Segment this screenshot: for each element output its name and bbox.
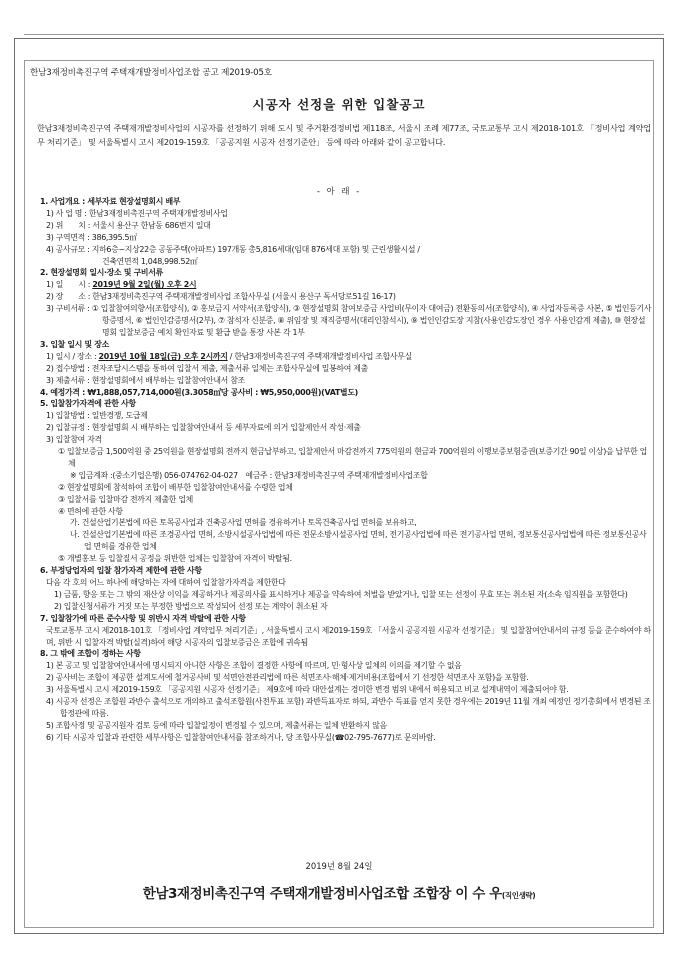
below-divider: - 아 래 - [316,186,362,196]
page-title: 시공자 선정을 위한 입찰공고 [252,97,426,112]
s5-item-4-na: 나. 건설산업기본법에 따른 조경공사업 면허, 소방시설공사업법에 따른 전문소방시설공사업 면허, 전기공사업법에 따른 전기공사업 면허, 정보통신공사업법에 따른 정보통신공사업 면허를 경유한 업체 [70,530,647,552]
s2-date: 1) 일 시 : 2019년 9월 2일(월) 오후 2시 [46,280,197,290]
s5-item-1: ① 입찰보증금 1,500억원 중 25억원을 현장설명회 전까지 현금납부하고, 입찰제안서 마감전까지 775억원의 현금과 700억원의 이행보증보험증권(보증기간 90일 이상)을 납부한 업체 [58,447,648,468]
s6-item-1: 1) 금품, 향응 또는 그 밖의 재산상 이익을 제공하거나 제공의사를 표시하거나 제공을 약속하여 처벌을 받았거나, 입찰 또는 선정이 무효 또는 취소된 자(소속 임직원을 포함한다) [54,589,628,599]
s2-date-value: 2019년 9월 2일(월) 오후 2시 [92,280,197,290]
s8-item-4: 4) 시공자 선정은 조합원 과반수 출석으로 개의하고 출석조합원(사전투표 포함) 과반득표자로 하되, 과반수 득표를 얻지 못한 경우에는 2019년 11월 개최 예정인 정기총회에서 변경된 조합정관에 따름. [46,697,651,718]
s7-body: 국토교통부 고시 제2018-101호 「정비사업 계약업무 처리기준」, 서울특별시 고시 제2019-159호 「서울시 공공지원 시공자 선정기준」 및 입찰참여안내서의 규정 등을 준수하여야 하며, 위반 시 입찰자격 박탈(실격)하여 해당 시공자의 입찰보증금은 조합에 귀속됨 [46,625,651,647]
s3-method: 2) 접수방법 : 전자조달시스템을 통하여 입찰서 제출, 제출서류 일체는 조합사무실에 밀봉하여 제출 [46,363,368,373]
section-7-heading: 7. 입찰참가에 따른 준수사항 및 위반시 자격 박탈에 관한 사항 [40,613,246,623]
notice-date: 2019년 8월 24일 [305,861,373,871]
notice-number: 한남3재정비촉진구역 주택재개발정비사업조합 공고 제2019-05호 [30,68,272,78]
s5-item-4-ga: 가. 건설산업기본법에 따른 토목공사업과 건축공사업 면허를 경유하거나 토목건축공사업 면허를 보유하고, [70,518,417,528]
intro-paragraph: 한남3재정비촉진구역 주택재개발정비사업의 시공자를 선정하기 위해 도시 및 주거환경정비법 제118조, 서울시 조례 제77조, 국토교통부 고시 제2018-101호 「정비사업 계약업무 처리기준」 및 서울특별시 고시 제2019-159호 「공공지원 시공자 선정기준안」 등에 따라 아래와 같이 공고합니다. [37,123,651,148]
section-2-heading: 2. 현장설명회 일시·장소 및 구비서류 [40,268,163,278]
s5-rules: 2) 입찰규정 : 현장설명회 시 배부하는 입찰참여안내서 등 세부자료에 의거 입찰제안서 작성·제출 [46,423,361,433]
s5-qualification: 3) 입찰참여 자격 [46,435,102,445]
s8-item-5: 5) 조합사정 및 공공지원자 검토 등에 따라 입찰일정이 변경될 수 있으며, 제출서류는 일체 반환하지 않음 [46,720,387,730]
s8-item-6: 6) 기타 시공자 입찰과 관련한 세부사항은 입찰참여안내서를 참조하거나, 당 조합사무실(☎02-795-7677)로 문의바람. [46,732,436,742]
s2-documents: 3) 구비서류 : ① 입찰참여의향서(조합양식), ② 홍보금지 서약서(조합양식), ③ 현장설명회 참여보증금 사업비(무이자 대여금) 전환동의서(조합양식), ④ 사업자등록증 사본, ⑤ 법인등기사항증명서, ⑥ 법인인감증명서(2부), ⑦ 참석자 신분증, ⑧ 위임장 및 재직증명서(대리인참석시), ⑨ 법인인감도장 지참(사용인감도장인 경우 사용인감계 제출), ⑩ 현장설명회 입찰보증금 예치 확인자료 및 환급 받을 통장 사본 각 1부 [46,304,652,337]
section-5-heading: 5. 입찰참가자격에 관한 사항 [40,399,136,409]
signature-line [0,882,678,902]
s3-date-place: 1) 일시 / 장소 : 2019년 10월 18일(금) 오후 2시까지 / 한남3재정비촉진구역 주택재개발정비사업 조합사무실 [46,351,412,361]
s8-item-1: 1) 본 공고 및 입찰참여안내서에 명시되지 아니한 사항은 조합이 결정한 사항에 따르며, 민·형사상 일체의 이의를 제기할 수 없음 [46,661,462,671]
s5-item-4: ④ 면허에 관한 사항 [58,506,123,516]
section-1-heading: 1. 사업개요 : 세부자료 현장설명회시 배부 [40,197,181,206]
section-3-heading: 3. 입찰 일시 및 장소 [40,339,109,349]
seal-note: (직인생략) [501,891,536,900]
s1-area: 3) 구역면적 : 386,395.5㎡ [46,232,137,242]
s6-item-2: 2) 입찰신청서류가 거짓 또는 부정한 방법으로 작성되어 선정 또는 계약이 취소된 자 [54,601,328,611]
s6-intro: 다음 각 호의 어느 하나에 해당하는 자에 대하여 입찰참가자격을 제한한다 [46,578,286,587]
signature-text: 한남3재정비촉진구역 주택재개발정비사업조합 조합장 이 수 우 [142,886,502,902]
s1-project-name: 1) 사 업 명 : 한남3재정비촉진구역 주택재개발정비사업 [46,208,228,218]
section-4-heading: 4. 예정가격 : ₩1,888,057,714,000원(3.3058㎡당 공사비 : ₩5,950,000원)(VAT별도) [40,387,358,397]
section-6-heading: 6. 부정당업자의 입찰 참가자격 제한에 관한 사항 [40,566,202,576]
s1-scale-line2: 건축연면적 1,048,998.52㎡ [102,256,198,266]
s1-location: 2) 위 치 : 서울시 용산구 한남동 686번지 일대 [46,220,211,230]
s5-method: 1) 입찰방법 : 일반경쟁, 도급제 [46,411,148,421]
s3-documents: 3) 제출서류 : 현장설명회에서 배부하는 입찰참여안내서 참조 [46,375,245,385]
s5-item-2: ② 현장설명회에 참석하여 조합이 배부한 입찰참여안내서를 수령한 업체 [58,482,293,492]
s8-item-3: 3) 서울특별시 고시 제2019-159호 「공공지원 시공자 선정기준」 제9호에 따라 대안설계는 경미한 변경 범위 내에서 허용되고 비교 설계내역이 제출되어야 함. [46,685,569,695]
s8-item-2: 2) 공사비는 조합이 제공한 설계도서에 철거공사비 및 석면안전관리법에 따른 석면조사·해체·제거비용(조합에서 기 선정한 석면조사 포함)을 포함함. [46,673,529,683]
top-border-line [24,34,664,35]
s5-item-5: ⑤ 개별홍보 등 입찰질서 공정을 위반한 업체는 입찰참여 자격이 박탈됨. [58,554,292,564]
notice-body [40,196,652,744]
section-8-heading: 8. 그 밖에 조합이 정하는 사항 [40,649,141,659]
s2-place: 2) 장 소 : 한남3재정비촉진구역 주택재개발정비사업 조합사무실 (서울시 용산구 독서당로51길 16-17) [46,292,396,302]
s5-item-1-account: ※ 입금계좌 :(중소기업은행) 056-074762-04-027 예금주 : 한남3재정비촉진구역 주택재개발정비사업조합 [70,470,428,480]
s5-item-3: ③ 입찰서를 입찰마감 전까지 제출한 업체 [58,494,193,504]
s1-scale-line1: 4) 공사규모 : 지하6층~지상22층 공동주택(아파트) 197개동 총5,816세대(임대 876세대 포함) 및 근린생활시설 / [46,244,420,254]
s3-date-value: 2019년 10월 18일(금) 오후 2시까지 [98,351,228,361]
